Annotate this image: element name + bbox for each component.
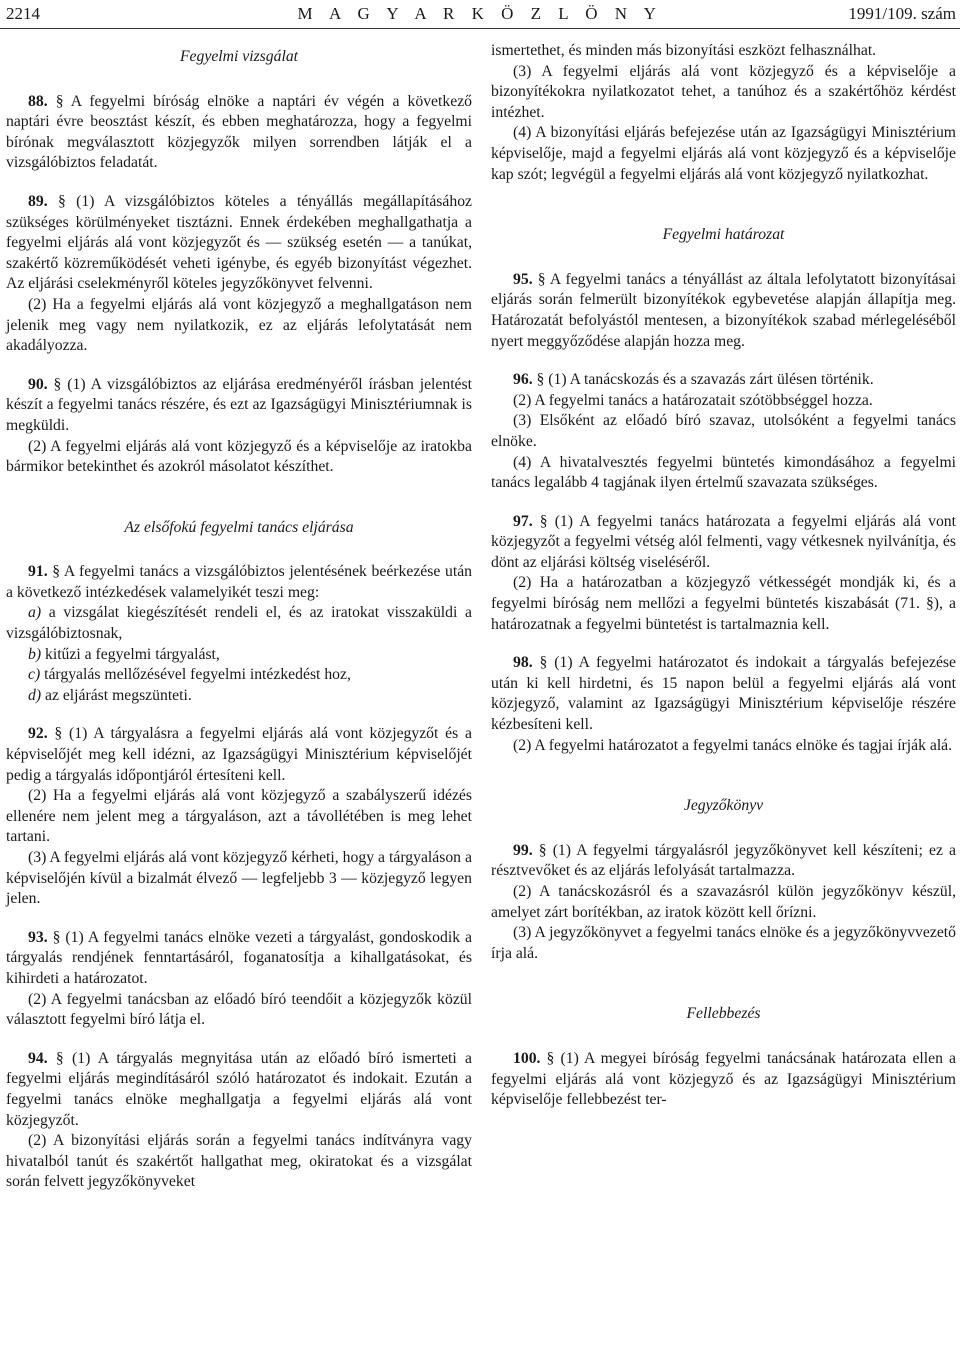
paragraph-97-1: 97. § (1) A fegyelmi tanács határozata a fegyelmi eljárás alá vont közjegyzőt a fegyelmi vétség alól felmenti, vagy vétkesnek nyilvánítja, és dönt az eljárási költség viseléséről. (491, 512, 956, 571)
paragraph-88: 88. § A fegyelmi bíróság elnöke a naptári év végén a következő naptári évre beosztást készít, és ebben meghatározza, hogy a fegyelmi bírónak megválasztott közjegyzők milyen sorrendben látják el a vizsgálóbiztos feladatát. (6, 92, 472, 172)
paragraph-99-3: (3) A jegyzőkönyvet a fegyelmi tanács elnöke és a jegyzőkönyvvezető írja alá. (491, 924, 956, 962)
section-number: 91. (28, 563, 48, 581)
paragraph-96-2: (2) A fegyelmi tanács a határozatait szótöbbséggel hozza. (513, 391, 873, 409)
right-column (491, 41, 956, 1111)
paragraph-99-2: (2) A tanácskozásról és a szavazásról külön jegyzőkönyv készül, amelyet zárt borítékban, az iratok között kell őrízni. (491, 883, 956, 921)
paragraph-96-1: 96. § (1) A tanácskozás és a szavazás zárt ülésen történik. (513, 371, 874, 389)
page-header (0, 0, 960, 30)
left-column (6, 41, 472, 1193)
paragraph-91: 91. § A fegyelmi tanács a vizsgálóbiztos jelentésének beérkezése után a következő intézkedések valamelyikét teszi meg: (6, 563, 472, 601)
section-number: 89. (28, 192, 48, 210)
section-number: 94. (28, 1049, 48, 1067)
list-item-b: b) kitűzi a fegyelmi tárgyalást, (28, 645, 220, 663)
paragraph-97-2: (2) Ha a határozatban a közjegyző vétkességét mondják ki, és a fegyelmi bíróság nem mellőzi a fegyelmi büntetés kiszabását (71. §), a határozatnak a fegyelmi büntetést is tartalmaznia kell. (491, 574, 956, 633)
paragraph-94-1: 94. § (1) A tárgyalás megnyitása után az előadó bíró ismerteti a fegyelmi eljárás megindításáról szóló határozatot és indokait. Ezután a fegyelmi tanács elnöke meghallgatja a fegyelmi eljárás alá vont közjegyzőt. (6, 1049, 472, 1129)
paragraph-89-2: (2) Ha a fegyelmi eljárás alá vont közjegyző a meghallgatáson nem jelenik meg vagy nem nyilatkozik, ez az eljárás lefolytatását nem akadályozza. (6, 295, 472, 355)
section-heading: Fegyelmi határozat (662, 226, 785, 244)
section-number: 90. (28, 375, 48, 393)
section-number: 98. (513, 654, 533, 672)
section-number: 96. (513, 371, 533, 389)
paragraph-94-4: (4) A bizonyítási eljárás befejezése után az Igazságügyi Minisztérium képviselője, majd a fegyelmi eljárás alá vont közjegyző és a képviselője kap szót; legvégül a fegyelmi eljárás alá vont közjegyző nyilatkozhat. (491, 124, 956, 183)
paragraph-90-1: 90. § (1) A vizsgálóbiztos az eljárása eredményéről írásban jelentést készít a fegyelmi tanács részére, és ezt az Igazságügyi Minisztériumnak is megküldi. (6, 375, 472, 434)
list-item-d: d) az eljárást megszünteti. (28, 686, 192, 704)
section-number: 93. (28, 928, 48, 946)
paragraph-90-2: (2) A fegyelmi eljárás alá vont közjegyző és a képviselője az iratokba bármikor betekinthet és azokról másolatot készíthet. (6, 437, 472, 476)
publication-title: M A G Y A R K Ö Z L Ö N Y (297, 4, 663, 23)
paragraph-92-2: (2) Ha a fegyelmi eljárás alá vont közjegyző a szabályszerű idézés ellenére nem jelent meg a tárgyaláson, azt a távollétében is meg lehet tartani. (6, 787, 472, 846)
paragraph-92-1: 92. § (1) A tárgyalásra a fegyelmi eljárás alá vont közjegyzőt és a képviselőjét meg kell idézni, az Igazságügyi Minisztérium képviselőjét pedig a tárgyalás időpontjáról értesíteni kell. (6, 725, 472, 784)
paragraph-96-3: (3) Elsőként az előadó bíró szavaz, utolsóként a fegyelmi tanács elnöke. (491, 412, 956, 450)
paragraph-93-1: 93. § (1) A fegyelmi tanács elnöke vezeti a tárgyalást, gondoskodik a tárgyalás rendjének fenntartásáról, foganatosítja a kihallgatásokat, és kihirdeti a határozatot. (6, 928, 472, 987)
paragraph-92-3: (3) A fegyelmi eljárás alá vont közjegyző kérheti, hogy a tárgyaláson a képviselőjén kívül a bizalmát élvező — legfeljebb 3 — közjegyző legyen jelen. (6, 849, 472, 908)
paragraph-96-4: (4) A hivatalvesztés fegyelmi büntetés kimondásához a fegyelmi tanács legalább 4 tagjának ilyen értelmű szavazata szükséges. (491, 453, 956, 492)
paragraph-99-1: 99. § (1) A fegyelmi tárgyalásról jegyzőkönyvet kell készíteni; ez a résztvevőket és az eljárás lefolyását tartalmazza. (491, 841, 956, 880)
paragraph-100-1: 100. § (1) A megyei bíróság fegyelmi tanácsának határozata ellen a fegyelmi eljárás alá vont közjegyző és az Igazságügyi Minisztérium képviselője fellebbezést ter- (491, 1049, 956, 1109)
section-heading: Fellebbezés (686, 1005, 761, 1023)
section-number: 99. (513, 841, 533, 859)
paragraph-94-2-cont: ismertethet, és minden más bizonyítási eszközt felhasználhat. (491, 42, 877, 59)
section-heading: Az elsőfokú fegyelmi tanács eljárása (124, 518, 354, 536)
paragraph-89-1: 89. § (1) A vizsgálóbiztos köteles a tényállás megállapításához szükséges körülményeket tisztázni. Ennek érdekében meghallgathatja a fegyelmi eljárás alá vont közjegyzőt és — szükség esetén — a tanúkat, szakértő közreműködését veheti igénybe, és egyéb bizonyítást végezhet. Az eljárási cselekményről köteles jegyzőkönyvet felvenni. (6, 192, 472, 293)
list-item-a: a) a vizsgálat kiegészítését rendeli el, és az iratokat visszaküldi a vizsgálóbiztosnak, (6, 604, 472, 643)
paragraph-98-2: (2) A fegyelmi határozatot a fegyelmi tanács elnöke és tagjai írják alá. (513, 736, 953, 754)
list-item-c: c) tárgyalás mellőzésével fegyelmi intézkedést hoz, (28, 666, 351, 684)
section-number: 97. (513, 512, 533, 530)
section-number: 92. (28, 725, 48, 743)
paragraph-98-1: 98. § (1) A fegyelmi határozatot és indokait a tárgyalás befejezése után ki kell hirdetni, és 15 napon belül a fegyelmi eljárás alá vont közjegyző, valamint az Igazságügyi Minisztérium képviselője részére kézbesíteni kell. (491, 654, 956, 734)
section-number: 95. (513, 270, 533, 288)
section-heading: Fegyelmi vizsgálat (179, 48, 299, 65)
paragraph-93-2: (2) A fegyelmi tanácsban az előadó bíró teendőit a közjegyzők közül választott fegyelmi bíró látja el. (6, 990, 472, 1029)
page-number: 2214 (6, 4, 40, 23)
section-number: 100. (513, 1049, 541, 1067)
paragraph-94-3: (3) A fegyelmi eljárás alá vont közjegyző és a képviselője a bizonyítékokra nyilatkozatot tehet, a tanúhoz és a szakértőhöz kérdést intézhet. (491, 62, 956, 121)
issue-number: 1991/109. szám (848, 4, 956, 23)
paragraph-94-2: (2) A bizonyítási eljárás során a fegyelmi tanács indítványra vagy hivatalból tanút és szakértőt hallgathat meg, okiratokat és a vizsgálat során felvett jegyzőkönyveket (6, 1132, 472, 1191)
section-number: 88. (28, 92, 48, 110)
paragraph-95: 95. § A fegyelmi tanács a tényállást az általa lefolytatott bizonyításai eljárás során felmerült bizonyítékok egybevetése alapján állapítja meg. Határozatát befolyástól mentesen, a bizonyítékok szabad mérlegeléséből nyert meggyőződése alapján hozza meg. (491, 270, 956, 350)
section-heading: Jegyzőkönyv (683, 797, 764, 815)
header-rule (0, 28, 960, 29)
